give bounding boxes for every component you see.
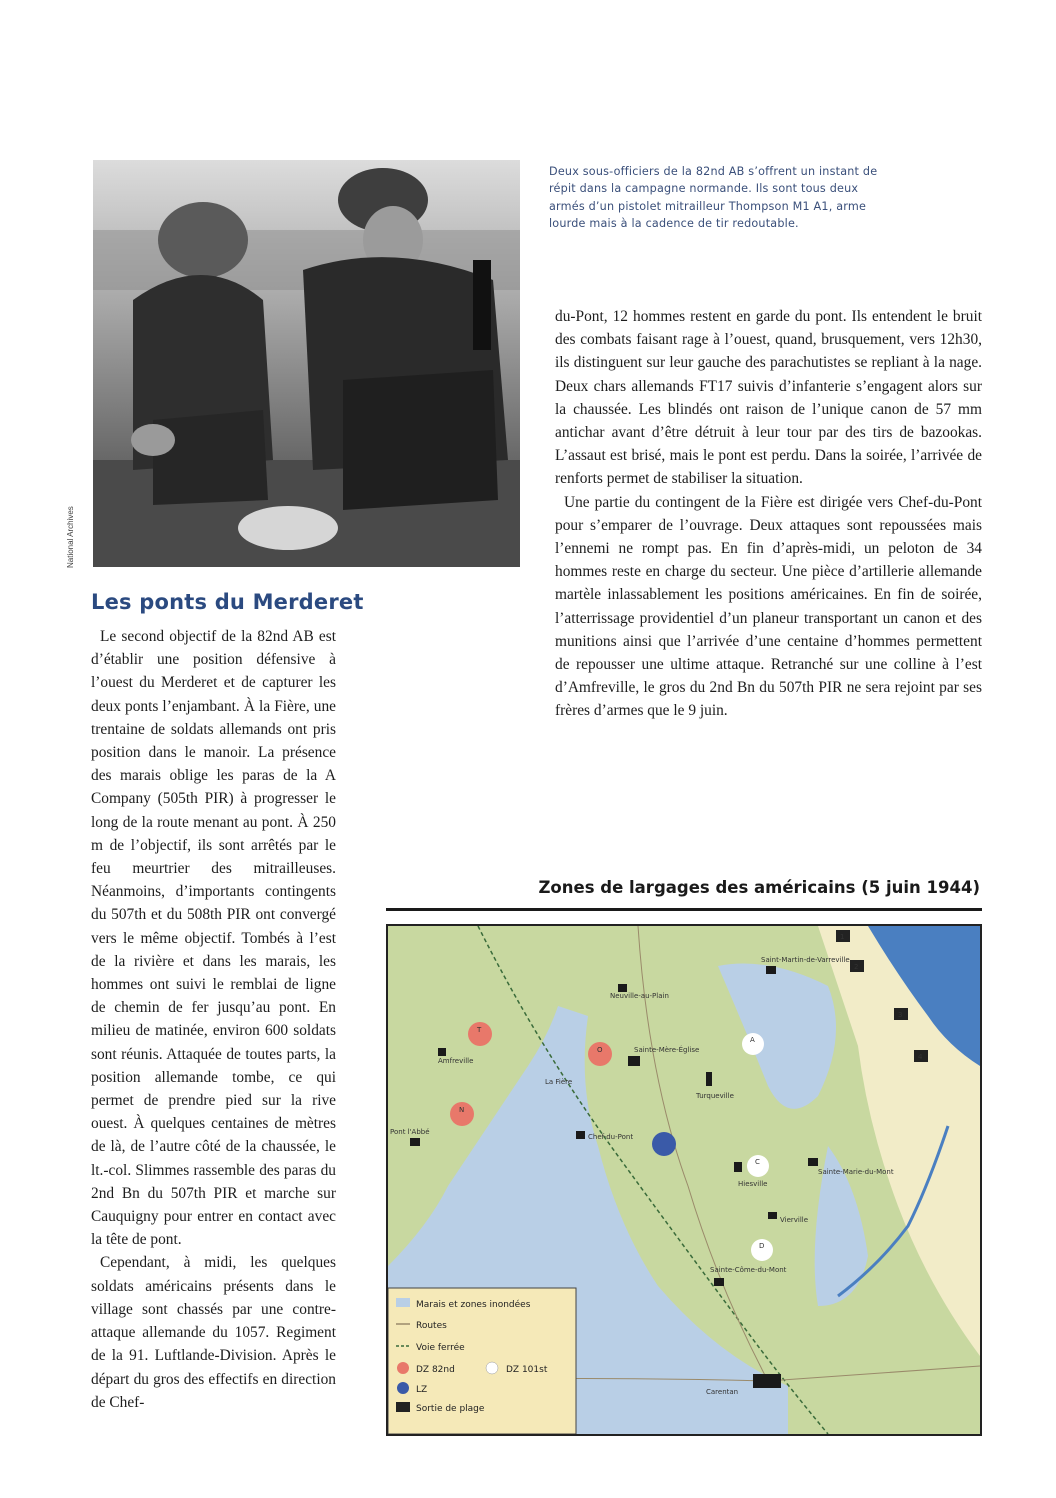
legend-exit: Sortie de plage — [416, 1404, 485, 1414]
dz-marker-101st — [747, 1155, 769, 1177]
svg-text:3: 3 — [898, 1011, 903, 1019]
paragraph: Une partie du contingent de la Fière est dirigée vers Chef-du-Pont pour s’emparer de l’ouvrage. Deux attaques sont repoussées mais l’ennemi ne rompt pas. En fin d’après-midi, un peloton de 34 hommes reste en charge du secteur. Une pièce d’artillerie allemande martèle inlassablement les positions américaines. En fin de soirée, l’atterrissage providentiel d’un planeur transportant un canon et des munitions ainsi que l’arrivée d’une centaine d’hommes permettent de repousser une ultime attaque. Retranché sur une colline à l’est d’Amfreville, le gros du 2nd Bn du 507th PIR ne sera rejoint par ses frères d’armes que le 9 juin. — [555, 493, 982, 720]
dz-marker-101st — [751, 1239, 773, 1261]
dz-marker-82nd — [588, 1042, 612, 1066]
place-label: Vierville — [780, 1216, 809, 1224]
marsh-area — [718, 964, 836, 1109]
legend-lz: LZ — [416, 1385, 428, 1395]
svg-text:A: A — [750, 1036, 755, 1044]
svg-text:O: O — [597, 1046, 603, 1054]
place-label: La Fière — [545, 1078, 573, 1086]
svg-text:C: C — [755, 1158, 760, 1166]
place-label: Turqueville — [696, 1092, 734, 1100]
dz-marker-82nd — [468, 1022, 492, 1046]
legend-rail: Voie ferrée — [416, 1343, 465, 1353]
beach-exit-marker — [850, 960, 864, 972]
place-label: Amfreville — [438, 1057, 474, 1065]
beach-exit-marker — [894, 1008, 908, 1020]
text-column-right — [555, 305, 982, 723]
paragraph: Le second objectif de la 82nd AB est d’établir une position défensive à l’ouest du Merderet et de capturer les deux ponts l’enjambant. À la Fière, une trentaine de soldats allemands ont pris position dans le manoir. La présence des marais oblige les paras de la A Company (505th PIR) à progresser le long de la route menant au pont. À 250 m de l’objectif, ils sont arrêtés par le feu meurtrier des mitrailleuses. Néanmoins, d’importants contingents du 507th et du 508th PIR ont convergé vers le même objectif. Tombés à l’est de la rivière et dans les marais, les hommes ont suivi le remblai de ligne de chemin de fer jusqu’au pont. En milieu de matinée, environ 600 soldats sont réunis. Attaquée de toutes parts, la position allemande tombe, ce qui permet de prendre pied sur la rive ouest. À quelques centaines de mètres de là, de l’autre côté de la chaussée, le lt.-col. Slimmes rassemble des paras du 2nd Bn du 507th PIR et marche sur Cauquigny pour entrer en contact avec la tête de pont. — [91, 628, 336, 1249]
place-label: Sainte-Mère-Église — [634, 1046, 700, 1054]
legend-roads: Routes — [416, 1321, 447, 1331]
svg-text:2: 2 — [854, 963, 859, 971]
beach-exit-marker — [914, 1050, 928, 1062]
dz-marker-82nd — [450, 1102, 474, 1126]
place-label: Sainte-Côme-du-Mont — [710, 1266, 787, 1274]
drop-zones-map — [386, 924, 982, 1436]
map-title-rule — [386, 908, 982, 911]
place-label: Chef-du-Pont — [588, 1133, 634, 1141]
legend-marsh: Marais et zones inondées — [416, 1300, 531, 1310]
map-title: Zones de largages des américains (5 juin 1944) — [538, 878, 980, 897]
lz-marker — [652, 1132, 676, 1156]
beach-exit-marker — [836, 930, 850, 942]
place-label: Neuville-au-Plain — [610, 992, 669, 1000]
paragraph: du-Pont, 12 hommes restent en garde du pont. Ils entendent le bruit des combats faisant rage à l’ouest, quand, brusquement, vers 12h30, ils distinguent sur leur gauche des parachutistes se repliant à la nage. Deux chars allemands FT17 suivis d’infanterie s’engagent alors sur la chaussée. Les blindés ont raison de l’unique canon de 57 mm antichar avant d’être détruit à leur tour par des tirs de bazookas. L’assaut est brisé, mais le pont est perdu. Dans la soirée, l’arrivée de renforts permet de stabiliser la situation. — [555, 308, 982, 488]
svg-text:T: T — [477, 1026, 482, 1034]
legend-dz82: DZ 82nd — [416, 1365, 455, 1375]
map-legend — [388, 1288, 576, 1434]
place-label: Pont l'Abbé — [390, 1128, 430, 1136]
dz-marker-101st — [742, 1033, 764, 1055]
svg-text:D: D — [759, 1242, 765, 1250]
photo-credit: National Archives — [66, 506, 75, 568]
text-column-left — [91, 625, 336, 1414]
svg-text:1: 1 — [840, 933, 845, 941]
svg-text:N: N — [459, 1106, 465, 1114]
place-label: Saint-Martin-de-Varreville — [761, 956, 850, 964]
soldiers-photo — [93, 160, 520, 567]
photo-caption: Deux sous-officiers de la 82nd AB s’offrent un instant de répit dans la campagne normande. Ils sont tous deux armés d’un pistolet mitrailleur Thompson M1 A1, arme lourde mais à la cadence de tir redoutable. — [549, 165, 878, 231]
place-label: Carentan — [706, 1388, 739, 1396]
place-label: Hiesville — [738, 1180, 768, 1188]
section-heading: Les ponts du Merderet — [91, 590, 364, 614]
place-label: Sainte-Marie-du-Mont — [818, 1168, 894, 1176]
svg-text:4: 4 — [918, 1053, 923, 1061]
paragraph: Cependant, à midi, les quelques soldats américains présents dans le village sont chassés par une contre-attaque allemande du 1057. Regiment de la 91. Luftlande-Division. Après le départ du gros des effectifs en direction de Chef- — [91, 1254, 336, 1411]
legend-dz101: DZ 101st — [506, 1365, 548, 1375]
